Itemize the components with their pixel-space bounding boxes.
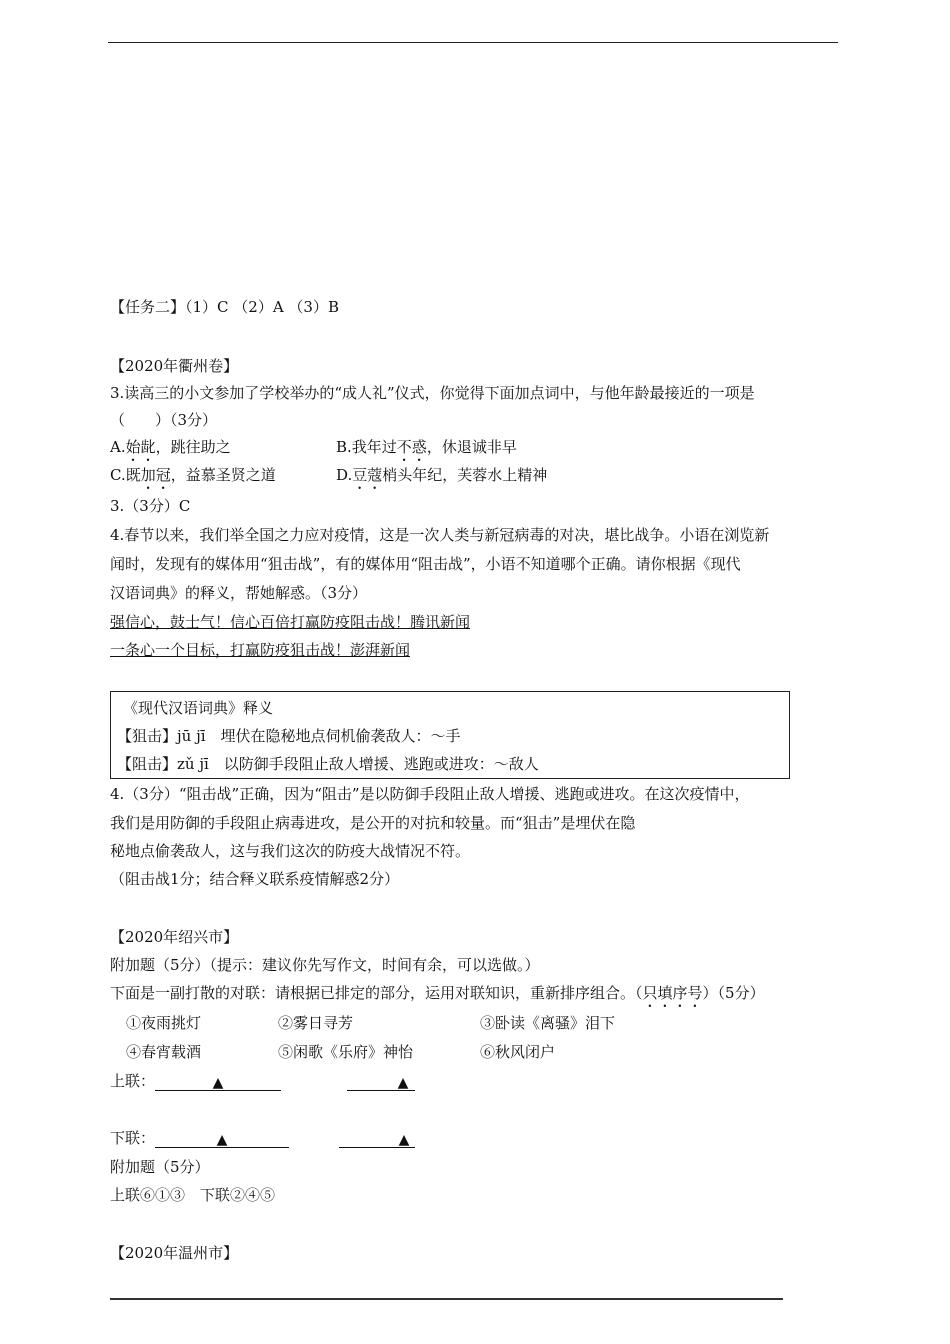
extra-question-text: 下面是一副打散的对联：请根据已排定的部分，运用对联知识，重新排序组合。（只填序号）（5分） — [110, 984, 765, 1002]
q4-score-note: （阻击战1分；结合释义联系疫情解惑2分） — [110, 870, 400, 888]
extra-question-title: 附加题（5分）（提示：建议你先写作文，时间有余，可以选做。） — [110, 956, 540, 974]
q4-answer-line3: 秘地点偷袭敌人，这与我们这次的防疫大战情况不符。 — [110, 842, 471, 860]
extra-answer: 上联⑥①③ 下联②④⑤ — [110, 1186, 276, 1204]
xialian-blank-2[interactable] — [339, 1129, 415, 1148]
wenzhou-header: 【2020年温州市】 — [110, 1244, 239, 1262]
couplet-item-3: ③卧读《离骚》泪下 — [480, 1014, 616, 1032]
xialian-label: 下联： — [110, 1129, 156, 1147]
xialian-row — [110, 1128, 415, 1148]
quzhou-header: 【2020年衢州卷】 — [110, 357, 239, 375]
q4-answer-line2: 我们是用防御的手段阻止病毒进攻，是公开的对抗和较量。而“狙击”是埋伏在隐 — [110, 814, 636, 832]
dictionary-entry-zu: 【阻击】zǔ jī 以防御手段阻止敌人增援、逃跑或进攻：～敌人 — [117, 755, 539, 773]
shaoxing-header: 【2020年绍兴市】 — [110, 928, 239, 946]
shanglian-blank-1[interactable] — [155, 1072, 281, 1091]
news-headline-2: 一条心一个目标，打赢防疫狙击战！澎湃新闻 — [110, 641, 411, 659]
dictionary-title: 《现代汉语词典》释义 — [123, 699, 274, 717]
q4-text-line2: 闻时，发现有的媒体用“狙击战”，有的媒体用“阻击战”，小语不知道哪个正确。请你根据《现代 — [110, 555, 741, 573]
triangle-marker: ▲ — [212, 1075, 224, 1091]
option-c: C.既加冠，益慕圣贤之道 — [110, 466, 276, 484]
triangle-marker: ▲ — [398, 1132, 410, 1148]
extra-answer-title: 附加题（5分） — [110, 1158, 210, 1176]
option-b: B.我年过不惑，休退诚非早 — [336, 438, 517, 456]
triangle-marker: ▲ — [397, 1075, 409, 1091]
option-b-dotted: 不惑 — [396, 438, 427, 456]
option-d: D.豆蔻梢头年纪，芙蓉水上精神 — [336, 466, 548, 484]
extra-question-dotted: 只填序号 — [642, 984, 703, 1002]
triangle-marker: ▲ — [216, 1132, 228, 1148]
couplet-item-1: ①夜雨挑灯 — [126, 1014, 202, 1032]
option-d-dotted: 豆蔻 — [352, 466, 383, 484]
dictionary-entry-ju: 【狙击】jū jī 埋伏在隐秘地点伺机偷袭敌人：～手 — [117, 727, 461, 745]
header-rule — [108, 42, 838, 43]
dictionary-box — [110, 691, 790, 779]
option-a-dotted: 始龀 — [125, 438, 156, 456]
q3-text-line1: 3.读高三的小文参加了学校举办的“成人礼”仪式，你觉得下面加点词中，与他年龄最接近的一项是 — [110, 384, 755, 402]
option-c-dotted: 加冠 — [140, 466, 171, 484]
q3-answer: 3.（3分）C — [110, 497, 191, 515]
couplet-item-4: ④春宵载酒 — [126, 1043, 202, 1061]
q4-text-line1: 4.春节以来，我们举全国之力应对疫情，这是一次人类与新冠病毒的对决，堪比战争。小语在浏览新 — [110, 526, 770, 544]
option-a: A.始龀，跳往助之 — [110, 438, 231, 456]
news-headline-1: 强信心，鼓士气！信心百倍打赢防疫阻击战！腾讯新闻 — [110, 613, 471, 631]
couplet-item-6: ⑥秋风闭户 — [480, 1043, 556, 1061]
q4-answer-line1: 4.（3分）“阻击战”正确，因为“阻击”是以防御手段阻止敌人增援、逃跑或进攻。在这次疫情中， — [110, 785, 750, 803]
xialian-blank-1[interactable] — [155, 1129, 289, 1148]
shanglian-row — [110, 1071, 415, 1091]
couplet-item-5: ⑤闲歌《乐府》神怡 — [278, 1043, 414, 1061]
q3-text-line2: （ ）（3分） — [110, 411, 218, 429]
shanglian-label: 上联： — [110, 1072, 156, 1090]
task2-answer: 【任务二】（1）C （2）A （3）B — [110, 298, 340, 316]
shanglian-blank-2[interactable] — [347, 1072, 415, 1091]
footer-rule — [110, 1298, 783, 1300]
couplet-item-2: ②雾日寻芳 — [278, 1014, 354, 1032]
q4-text-line3: 汉语词典》的释义，帮她解惑。（3分） — [110, 584, 368, 602]
